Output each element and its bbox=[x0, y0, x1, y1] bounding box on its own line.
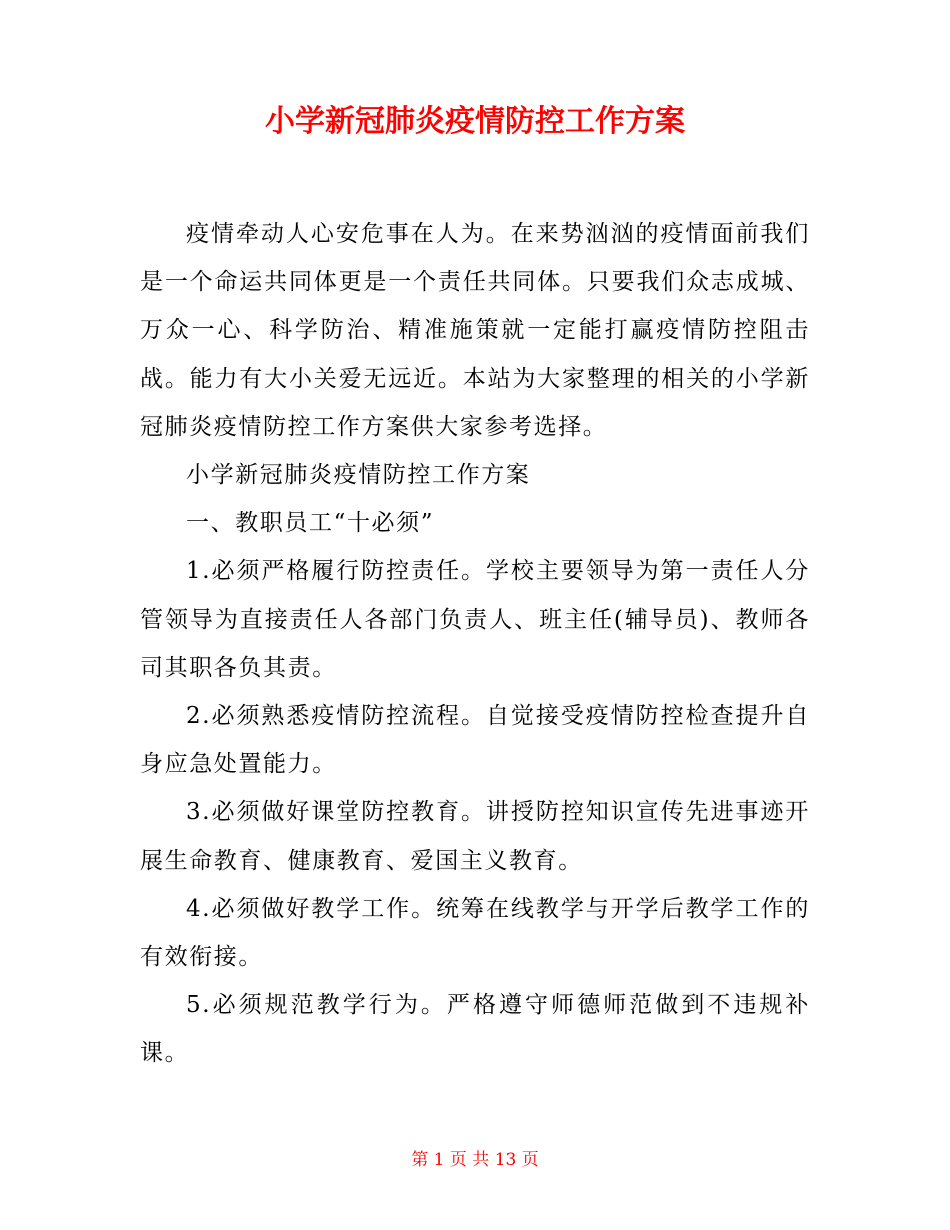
paragraph-item-1: 1.必须严格履行防控责任。学校主要领导为第一责任人分管领导为直接责任人各部门负责人、班主任(辅导员)、教师各司其职各负其责。 bbox=[140, 558, 810, 681]
page-number-label: 第 1 页 共 13 页 bbox=[411, 1150, 539, 1170]
document-title: 小学新冠肺炎疫情防控工作方案 bbox=[265, 104, 685, 139]
paragraph-item-3: 3.必须做好课堂防控教育。讲授防控知识宣传先进事迹开展生命教育、健康教育、爱国主义教育。 bbox=[140, 799, 810, 874]
paragraph-intro: 疫情牵动人心安危事在人为。在来势汹汹的疫情面前我们是一个命运共同体更是一个责任共同体。只要我们众志成城、万众一心、科学防治、精准施策就一定能打赢疫情防控阻击战。能力有大小关爱无远近。本站为大家整理的相关的小学新冠肺炎疫情防控工作方案供大家参考选择。 bbox=[140, 221, 810, 440]
paragraph-subtitle: 小学新冠肺炎疫情防控工作方案 bbox=[186, 462, 531, 489]
paragraph-item-4: 4.必须做好教学工作。统筹在线教学与开学后教学工作的有效衔接。 bbox=[140, 895, 810, 971]
paragraph-item-5: 5.必须规范教学行为。严格遵守师德师范做到不违规补课。 bbox=[140, 992, 810, 1067]
paragraph-item-2: 2.必须熟悉疫情防控流程。自觉接受疫情防控检查提升自身应急处置能力。 bbox=[140, 703, 810, 778]
document-body bbox=[140, 210, 810, 1078]
page-footer bbox=[0, 1148, 950, 1172]
paragraph-section-heading: 一、教职员工“十必须” bbox=[186, 510, 435, 537]
